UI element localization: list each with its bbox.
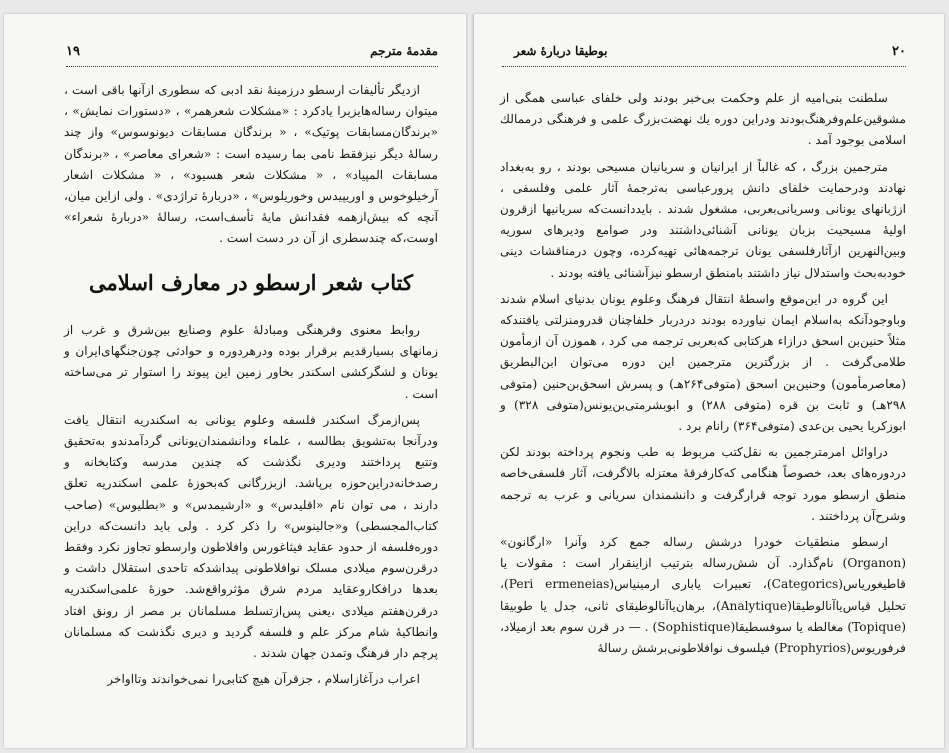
- header-divider: [66, 66, 438, 67]
- chapter-title: کتاب شعر ارسطو در معارف اسلامی: [89, 270, 413, 295]
- paragraph: ارسطو منطقیات خودرا درشش رساله جمع کرد وآنرا «ارگانون» (Organon) نام‌گذارد. آن شش‌رساله بترتیب ازاینقرار است : مقولات یا قاطیغوریاس(Categorics)، تعبیرات یاباری ارمینیاس(Peri ermeneias)، تحلیل قیاس‌یاآنالوطیقا(Analytique)، برهان‌یاآنالوطیقای ثانی، جدل یا طوبیقا (Topique) مغالطه یا سوفسطیقا(Sophistique) . — در قرن سوم بعد ازمیلاد، فرفوریوس(Prophyrios) فیلسوف نوافلاطونی‌برشش رسالهٔ: [500, 535, 906, 656]
- left-page: [4, 14, 466, 748]
- paragraph: مترجمین بزرگ ، که غالباً از ایرانیان و سریانیان مسیحی بودند ، رو به‌بغداد نهادند ودرحمایت خلفای دانش پرورعباسی به‌ترجمهٔ آثار علمی وفلسفی ، ازژبانهای یونانی وسریانی‌بعربی، مشغول شدند . بایددانست‌که سریانیها ازقرون اولیهٔ مسیحیت بزبان یونانی آشنائی‌داشتند ودر صوامع ودیرهای سوریه وبین‌النهرین ازآثارفلسفی یونان ترجمه‌هائی تهیه‌کرده، وچون درمناقشات دینی خودبه‌بحث واستدلال نیاز داشتند بامنطق ارسطو نیزآشنائی یافته بودند .: [500, 159, 906, 280]
- paragraph: دراوائل امرمترجمین به نقل‌کتب مربوط به طب ونجوم پرداخته بودند لکن دردوره‌های بعد، خصوصاً هنگامی که‌کارفرقهٔ معتزله بالاگرفت، آثار فلسفی‌خاصه منطق ارسطو مورد توجه قرارگرفت و دانشمندان سریانی و عرب به ترجمه وشرح‌آن پرداختند .: [500, 445, 906, 523]
- page-header: [514, 44, 906, 62]
- page-number: ۲۰: [892, 44, 906, 59]
- chapter-text-block: [64, 320, 438, 690]
- right-page: [474, 14, 944, 748]
- body-text-block: [500, 88, 906, 659]
- paragraph: پس‌ازمرگ اسکندر فلسفه وعلوم یونانی به اسکندریه انتقال یافت ودرآنجا به‌تشویق بطالسه ، علماء ودانشمندان‌یونانی گردآمدندو به‌تحقیق وتتبع پرداختند ودیری نگذشت که چندین مدرسه وکتابخانه و رصدخانه‌دراین‌حوزه برپاشد. ازبزرگانی که‌بحوزهٔ علمی اسکندریه تعلق دارند ، می توان نام «اقلیدس» و «ارشیمدس» و «بطلیوس» (صاحب کتاب‌المجسطی) و«جالینوس» را ذکر کرد . ولی باید دانست‌که دراین دوره‌فلسفه از حدود عقاید فیثاغورس وافلاطون وارسطو تجاوز نکرد وفقط درقرن‌سوم میلادی مسلک نوافلاطونی پیداشدکه تاحدی استقلال داشت و بعدها درافکاروعقاید مردم شرق مؤثرواقع‌شد. حوزهٔ علمی‌اسکندریه درقرن‌هفتم میلادی ،یعنی پس‌ازتسلط مسلمانان بر مصر از رونق افتاد وانطاکیهٔ شام مرکز علم و فلسفه گردید و دیری نگذشت که مسلمانان پرچم دار فرهنگ وتمدن جهان شدند .: [64, 412, 438, 661]
- paragraph: اعراب درآغازاسلام ، جزقرآن هیچ کتابی‌را نمی‌خواندند وتااواخر: [107, 672, 420, 687]
- intro-text-block: [64, 80, 438, 250]
- paragraph: سلطنت بنی‌امیه از علم وحکمت بی‌خبر بودند ولی خلفای عباسی همگی از مشوقین‌علم‌وفرهنگ‌بودند ودراین دوره یك نهضت‌بزرگ علمی و فرهنگی درممالك اسلامی بوجود آمد .: [500, 91, 906, 148]
- header-divider: [502, 66, 906, 67]
- book-gutter: [466, 14, 474, 748]
- paragraph: این گروه در این‌موقع واسطهٔ انتقال فرهنگ وعلوم یونان بدنیای اسلام شدند وباوجودآنکه به‌اسلام ایمان نیاورده بودند دردربار خلفاچنان قدرومنزلتی یافتند‌که مثلاً حنین‌بن اسحق درازاء هرکتابی که‌بعربی ترجمه می کرد ، هموزن آن ازمأمون طلامی‌گرفت . از بزرگترین مترجمین این دوره می‌توان ابن‌البطریق (معاصرمأمون) وحنین‌بن اسحق (متوفی۲۶۴هـ) و پسرش اسحق‌بن‌حنین (متوفی ۲۹۸هـ) و ثابت بن قره (متوفی ۲۸۸) و ابوبشرمتی‌بن‌یونس(متوفی ۳۲۸) و ابوزکریا یحیی بن‌عدی (متوفی۳۶۴) را‌نام برد .: [500, 291, 907, 434]
- running-title: مقدمهٔ مترجم: [370, 44, 438, 58]
- paragraph: ازدیگر تألیفات ارسطو درزمینهٔ نقد ادبی که سطوری ازآنها باقی است ، میتوان رساله‌هایزیرا یادکرد : «مشکلات شعرهمر» ، «دستورات نمایش» ، «برندگان‌مسابقات پوتیک» ، « برندگان مسابقات دیونوسوس» واز چند رسالهٔ دیگر نیزفقط نامی بما رسیده است : «شعرای معاصر» ، «برندگان مسابقات المپیاد» ، « مشکلات شعر هسیود» ، « مشکلات اشعار آرخیلوخوس و اوریپیدس وخوریلوس» ، «دربارهٔ تراژدی» . ولی ازاین میان، آنچه که بیش‌ازهمه فقدانش مایهٔ تأسف‌است، رسالهٔ «دربارهٔ شعراء» اوست،که چندسطری از آن در دست است .: [64, 83, 438, 246]
- running-title: بوطیقا دربارهٔ شعر: [514, 44, 608, 58]
- paragraph: روابط معنوی وفرهنگی ومبادلهٔ علوم وصنایع بین‌شرق و غرب از زمانهای بسیارقدیم برقرار بوده ودرهردوره و حوادثی چون‌جنگهای‌ایران و یونان و لشگرکشی اسکندر بخاور زمین این پیوند را استوار تر می‌ساخته است .: [64, 323, 438, 401]
- page-number: ۱۹: [66, 44, 80, 59]
- page-header: [66, 44, 438, 62]
